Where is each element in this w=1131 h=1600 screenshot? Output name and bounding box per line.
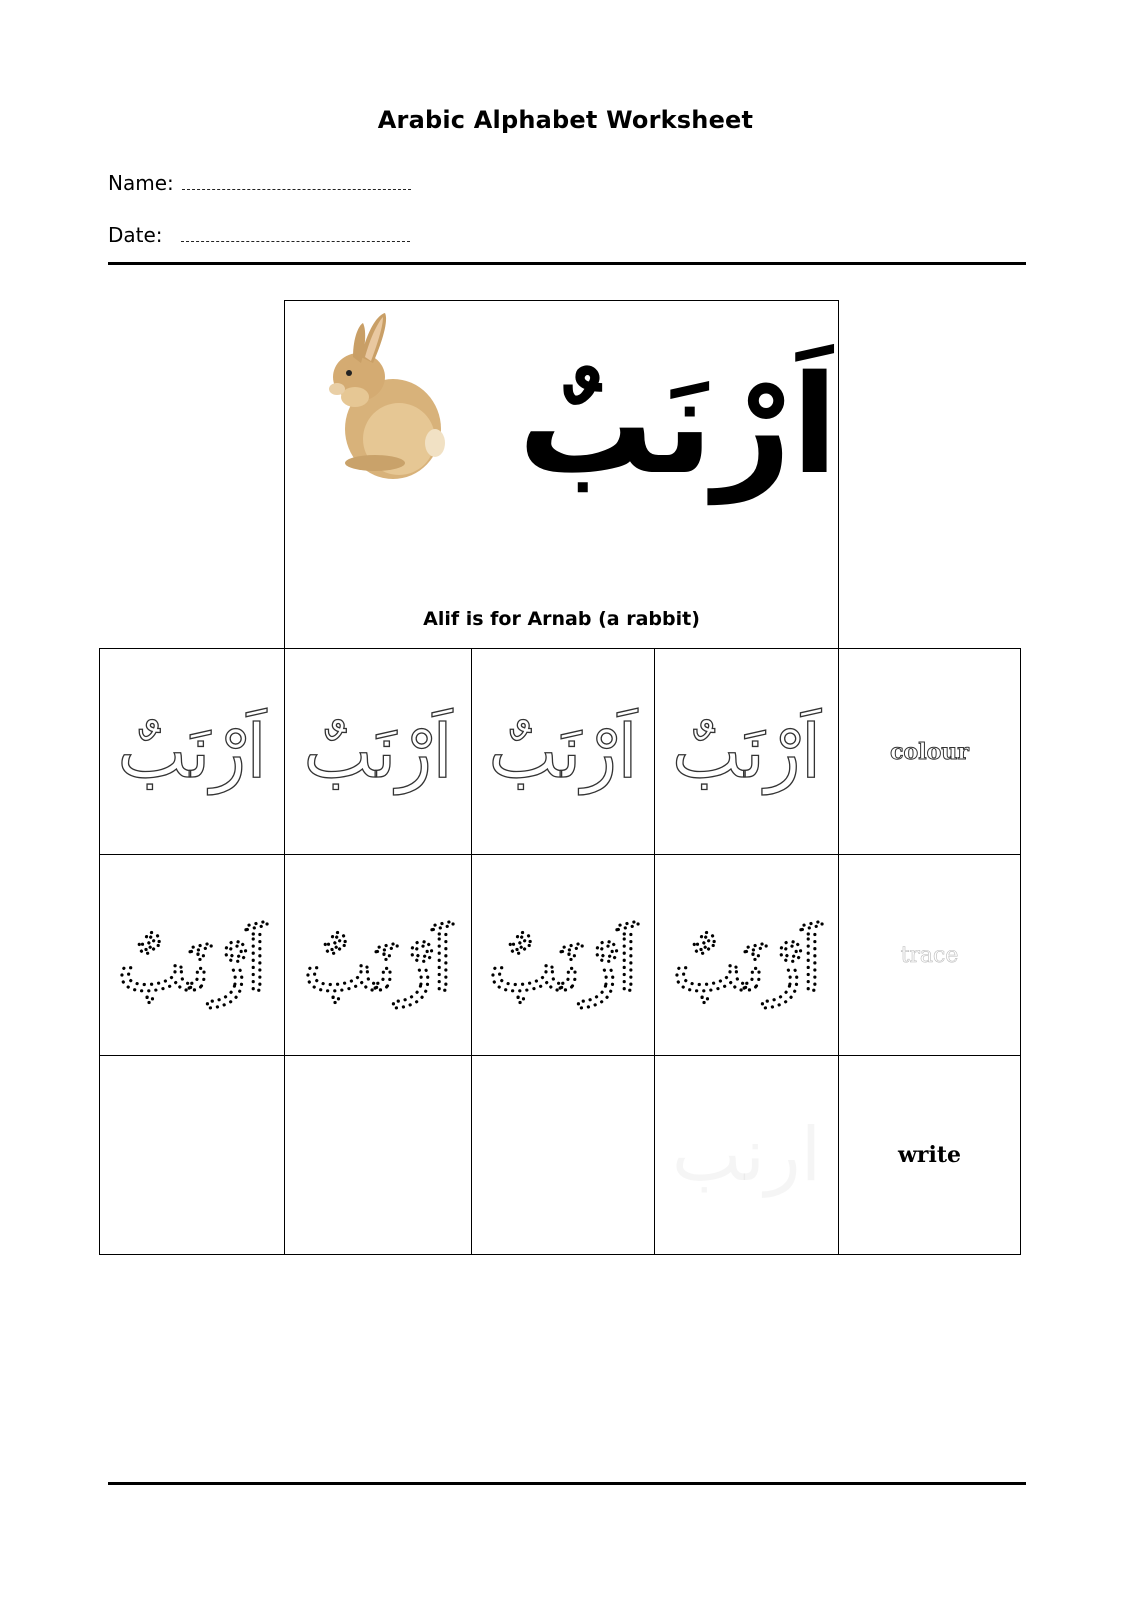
write-cell[interactable]	[284, 1055, 472, 1255]
dotted-word	[107, 885, 277, 1025]
trace-cell[interactable]	[471, 854, 655, 1056]
colour-cell[interactable]	[654, 648, 839, 855]
outline-word: اَرْنَبٌ	[488, 708, 638, 795]
faint-word	[672, 1118, 822, 1192]
trace-label: trace	[900, 942, 959, 968]
svg-text:اَرْنَبٌ: اَرْنَبٌ	[117, 922, 267, 1008]
colour-cell[interactable]	[284, 648, 472, 855]
hero-panel	[284, 300, 839, 648]
colour-cell[interactable]	[471, 648, 655, 855]
dotted-word	[478, 885, 648, 1025]
date-field[interactable]	[108, 223, 410, 247]
hero-caption: Alif is for Arnab (a rabbit)	[423, 608, 700, 630]
hero-arabic-word: اَرْنَبٌ	[518, 347, 838, 505]
worksheet-title: Arabic Alphabet Worksheet	[377, 106, 754, 134]
trace-cell[interactable]	[284, 854, 472, 1056]
rabbit-icon	[315, 311, 450, 486]
dotted-word	[293, 885, 463, 1025]
write-cell[interactable]	[471, 1055, 655, 1255]
svg-text:اَرْنَبٌ: اَرْنَبٌ	[303, 922, 453, 1008]
name-label: Name:	[108, 171, 174, 195]
footer-divider	[108, 1482, 1026, 1485]
outline-word: اَرْنَبٌ	[671, 708, 822, 795]
row-label-cell	[838, 648, 1021, 855]
date-label: Date:	[108, 223, 163, 247]
date-blank-line[interactable]	[181, 241, 410, 242]
colour-label: colour	[890, 738, 969, 765]
write-label: write	[897, 1142, 962, 1168]
colour-cell[interactable]	[99, 648, 285, 855]
write-cell[interactable]	[99, 1055, 285, 1255]
outline-word: اَرْنَبٌ	[303, 708, 453, 795]
write-cell[interactable]	[654, 1055, 839, 1255]
outline-word: اَرْنَبٌ	[117, 708, 267, 795]
row-label-cell	[838, 854, 1021, 1056]
trace-cell[interactable]	[654, 854, 839, 1056]
row-label-cell	[838, 1055, 1021, 1255]
name-field[interactable]	[108, 171, 411, 195]
name-blank-line[interactable]	[182, 189, 411, 190]
svg-text:اَرْنَبٌ: اَرْنَبٌ	[488, 922, 638, 1008]
dotted-word	[662, 885, 832, 1025]
svg-text:اَرْنَبٌ: اَرْنَبٌ	[671, 922, 822, 1008]
header-divider	[108, 262, 1026, 265]
practice-grid	[99, 648, 1021, 1255]
trace-cell[interactable]	[99, 854, 285, 1056]
